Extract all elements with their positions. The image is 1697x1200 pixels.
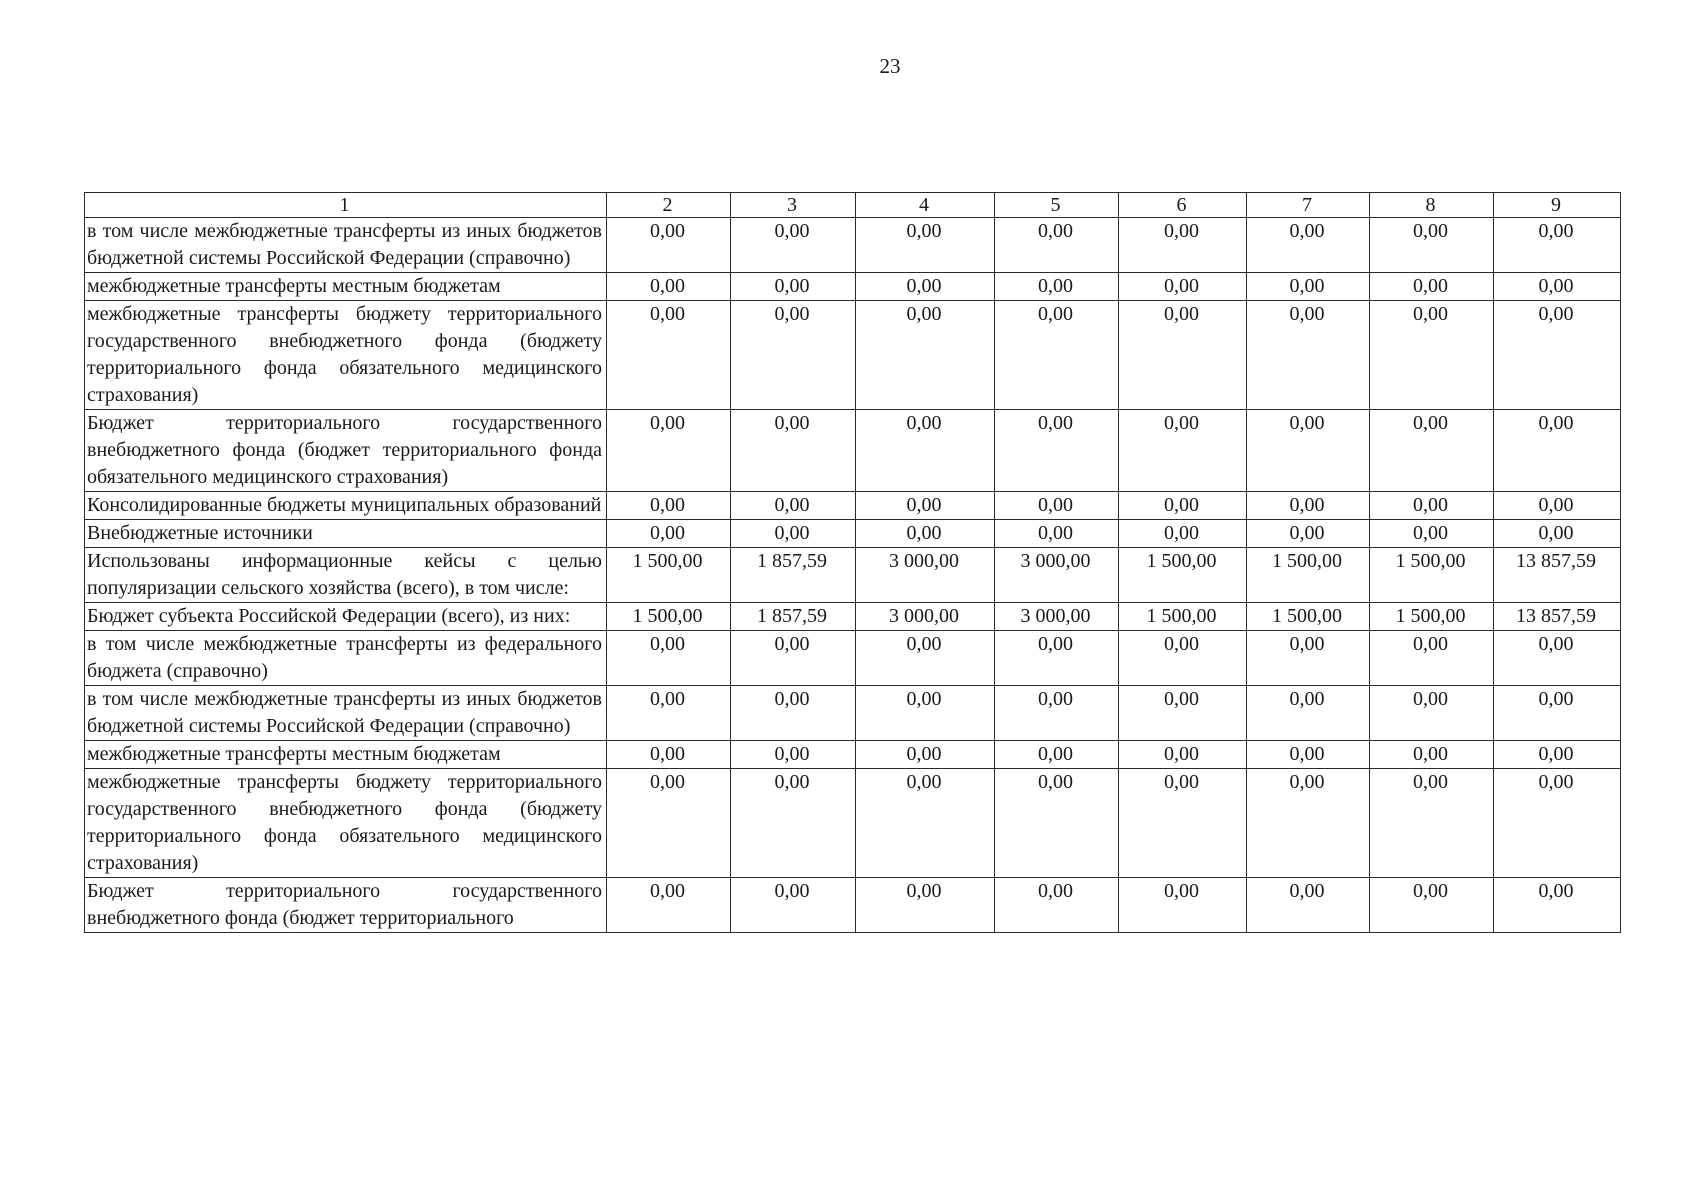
row-value-col-7: 0,00 <box>1247 741 1370 769</box>
row-label: межбюджетные трансферты местным бюджетам <box>85 741 607 769</box>
table-header-row <box>85 193 1621 218</box>
row-value-col-4: 0,00 <box>856 686 995 741</box>
column-header: 6 <box>1119 193 1247 218</box>
row-label: межбюджетные трансферты местным бюджетам <box>85 273 607 301</box>
row-value-col-9: 0,00 <box>1494 410 1621 492</box>
row-value-col-4: 0,00 <box>856 741 995 769</box>
row-value-col-5: 0,00 <box>995 492 1119 520</box>
row-value-col-2: 0,00 <box>607 301 731 410</box>
row-value-col-6: 0,00 <box>1119 273 1247 301</box>
row-value-col-6: 0,00 <box>1119 492 1247 520</box>
row-value-col-5: 0,00 <box>995 741 1119 769</box>
row-value-col-7: 0,00 <box>1247 410 1370 492</box>
row-value-col-6: 0,00 <box>1119 218 1247 273</box>
row-value-col-6: 0,00 <box>1119 741 1247 769</box>
row-value-col-8: 0,00 <box>1370 741 1494 769</box>
row-value-col-4: 0,00 <box>856 218 995 273</box>
row-label: Бюджет территориального государственного внебюджетного фонда (бюджет территориального фонда обязательного медицинского страхования) <box>85 410 607 492</box>
row-value-col-7: 0,00 <box>1247 492 1370 520</box>
row-value-col-3: 0,00 <box>731 686 856 741</box>
column-header: 5 <box>995 193 1119 218</box>
row-value-col-2: 1 500,00 <box>607 548 731 603</box>
row-value-col-9: 0,00 <box>1494 492 1621 520</box>
row-value-col-7: 0,00 <box>1247 769 1370 878</box>
row-value-col-3: 0,00 <box>731 520 856 548</box>
row-value-col-3: 0,00 <box>731 878 856 933</box>
row-value-col-6: 0,00 <box>1119 301 1247 410</box>
column-header: 3 <box>731 193 856 218</box>
row-label: межбюджетные трансферты бюджету территориального государственного внебюджетного фонда (бюджету территориального фонда обязательного медицинского страхования) <box>85 769 607 878</box>
row-value-col-6: 0,00 <box>1119 878 1247 933</box>
row-value-col-3: 1 857,59 <box>731 548 856 603</box>
row-value-col-5: 0,00 <box>995 301 1119 410</box>
column-header: 4 <box>856 193 995 218</box>
row-value-col-5: 0,00 <box>995 410 1119 492</box>
row-value-col-3: 0,00 <box>731 218 856 273</box>
row-value-col-2: 0,00 <box>607 878 731 933</box>
row-value-col-8: 0,00 <box>1370 218 1494 273</box>
row-value-col-4: 0,00 <box>856 878 995 933</box>
table-row <box>85 410 1621 492</box>
row-value-col-3: 0,00 <box>731 631 856 686</box>
row-value-col-5: 0,00 <box>995 520 1119 548</box>
row-value-col-7: 0,00 <box>1247 520 1370 548</box>
row-value-col-5: 3 000,00 <box>995 548 1119 603</box>
row-label: Бюджет субъекта Российской Федерации (всего), из них: <box>85 603 607 631</box>
table-row <box>85 520 1621 548</box>
row-value-col-8: 0,00 <box>1370 273 1494 301</box>
row-value-col-8: 1 500,00 <box>1370 548 1494 603</box>
row-value-col-5: 0,00 <box>995 218 1119 273</box>
row-value-col-7: 0,00 <box>1247 218 1370 273</box>
table-row <box>85 603 1621 631</box>
row-value-col-8: 0,00 <box>1370 410 1494 492</box>
table-row <box>85 769 1621 878</box>
table-row <box>85 218 1621 273</box>
row-value-col-5: 0,00 <box>995 686 1119 741</box>
row-value-col-4: 0,00 <box>856 631 995 686</box>
row-value-col-9: 0,00 <box>1494 520 1621 548</box>
table-body <box>85 218 1621 933</box>
row-value-col-7: 0,00 <box>1247 686 1370 741</box>
row-value-col-3: 1 857,59 <box>731 603 856 631</box>
row-value-col-2: 0,00 <box>607 273 731 301</box>
page-number: 23 <box>879 54 901 78</box>
row-value-col-7: 0,00 <box>1247 301 1370 410</box>
row-value-col-9: 0,00 <box>1494 878 1621 933</box>
row-label: в том числе межбюджетные трансферты из иных бюджетов бюджетной системы Российской Федерации (справочно) <box>85 686 607 741</box>
row-value-col-9: 13 857,59 <box>1494 548 1621 603</box>
table-row <box>85 273 1621 301</box>
row-value-col-9: 0,00 <box>1494 769 1621 878</box>
table-row <box>85 492 1621 520</box>
row-value-col-3: 0,00 <box>731 301 856 410</box>
row-value-col-6: 1 500,00 <box>1119 548 1247 603</box>
table-row <box>85 548 1621 603</box>
row-value-col-8: 1 500,00 <box>1370 603 1494 631</box>
column-header: 9 <box>1494 193 1621 218</box>
row-value-col-6: 0,00 <box>1119 410 1247 492</box>
row-value-col-7: 0,00 <box>1247 878 1370 933</box>
row-value-col-2: 0,00 <box>607 769 731 878</box>
row-value-col-5: 0,00 <box>995 273 1119 301</box>
table-row <box>85 686 1621 741</box>
row-value-col-7: 1 500,00 <box>1247 603 1370 631</box>
row-value-col-4: 3 000,00 <box>856 548 995 603</box>
row-value-col-3: 0,00 <box>731 492 856 520</box>
row-value-col-3: 0,00 <box>731 410 856 492</box>
table-row <box>85 301 1621 410</box>
row-value-col-5: 3 000,00 <box>995 603 1119 631</box>
row-value-col-8: 0,00 <box>1370 769 1494 878</box>
row-value-col-7: 0,00 <box>1247 631 1370 686</box>
row-value-col-3: 0,00 <box>731 273 856 301</box>
row-value-col-8: 0,00 <box>1370 878 1494 933</box>
row-value-col-8: 0,00 <box>1370 631 1494 686</box>
row-value-col-9: 13 857,59 <box>1494 603 1621 631</box>
row-value-col-2: 0,00 <box>607 410 731 492</box>
row-value-col-9: 0,00 <box>1494 686 1621 741</box>
row-value-col-2: 0,00 <box>607 492 731 520</box>
column-header: 8 <box>1370 193 1494 218</box>
row-value-col-4: 0,00 <box>856 492 995 520</box>
row-value-col-9: 0,00 <box>1494 273 1621 301</box>
row-value-col-8: 0,00 <box>1370 492 1494 520</box>
row-value-col-6: 0,00 <box>1119 686 1247 741</box>
row-value-col-9: 0,00 <box>1494 218 1621 273</box>
column-header: 1 <box>85 193 607 218</box>
row-value-col-8: 0,00 <box>1370 686 1494 741</box>
row-label: в том числе межбюджетные трансферты из иных бюджетов бюджетной системы Российской Федерации (справочно) <box>85 218 607 273</box>
row-value-col-6: 0,00 <box>1119 631 1247 686</box>
row-value-col-4: 3 000,00 <box>856 603 995 631</box>
row-value-col-6: 1 500,00 <box>1119 603 1247 631</box>
row-value-col-4: 0,00 <box>856 410 995 492</box>
row-value-col-3: 0,00 <box>731 769 856 878</box>
row-value-col-2: 0,00 <box>607 520 731 548</box>
row-value-col-4: 0,00 <box>856 273 995 301</box>
row-value-col-5: 0,00 <box>995 878 1119 933</box>
row-label: в том числе межбюджетные трансферты из федерального бюджета (справочно) <box>85 631 607 686</box>
row-value-col-4: 0,00 <box>856 520 995 548</box>
budget-table <box>84 192 1621 933</box>
row-value-col-7: 0,00 <box>1247 273 1370 301</box>
row-value-col-7: 1 500,00 <box>1247 548 1370 603</box>
row-value-col-5: 0,00 <box>995 769 1119 878</box>
column-header: 7 <box>1247 193 1370 218</box>
row-label: Консолидированные бюджеты муниципальных образований <box>85 492 607 520</box>
row-value-col-3: 0,00 <box>731 741 856 769</box>
table-row <box>85 631 1621 686</box>
row-value-col-2: 0,00 <box>607 218 731 273</box>
row-value-col-5: 0,00 <box>995 631 1119 686</box>
row-value-col-6: 0,00 <box>1119 769 1247 878</box>
row-value-col-2: 1 500,00 <box>607 603 731 631</box>
row-value-col-8: 0,00 <box>1370 301 1494 410</box>
table-row <box>85 741 1621 769</box>
row-label: Использованы информационные кейсы с целью популяризации сельского хозяйства (всего), в том числе: <box>85 548 607 603</box>
row-value-col-9: 0,00 <box>1494 631 1621 686</box>
column-header: 2 <box>607 193 731 218</box>
row-value-col-2: 0,00 <box>607 741 731 769</box>
row-value-col-8: 0,00 <box>1370 520 1494 548</box>
row-value-col-2: 0,00 <box>607 631 731 686</box>
row-value-col-4: 0,00 <box>856 769 995 878</box>
row-value-col-6: 0,00 <box>1119 520 1247 548</box>
row-value-col-4: 0,00 <box>856 301 995 410</box>
row-value-col-2: 0,00 <box>607 686 731 741</box>
row-label: Бюджет территориального государственного внебюджетного фонда (бюджет территориального <box>85 878 607 933</box>
table-row <box>85 878 1621 933</box>
row-label: межбюджетные трансферты бюджету территориального государственного внебюджетного фонда (бюджету территориального фонда обязательного медицинского страхования) <box>85 301 607 410</box>
row-value-col-9: 0,00 <box>1494 301 1621 410</box>
row-label: Внебюджетные источники <box>85 520 607 548</box>
row-value-col-9: 0,00 <box>1494 741 1621 769</box>
